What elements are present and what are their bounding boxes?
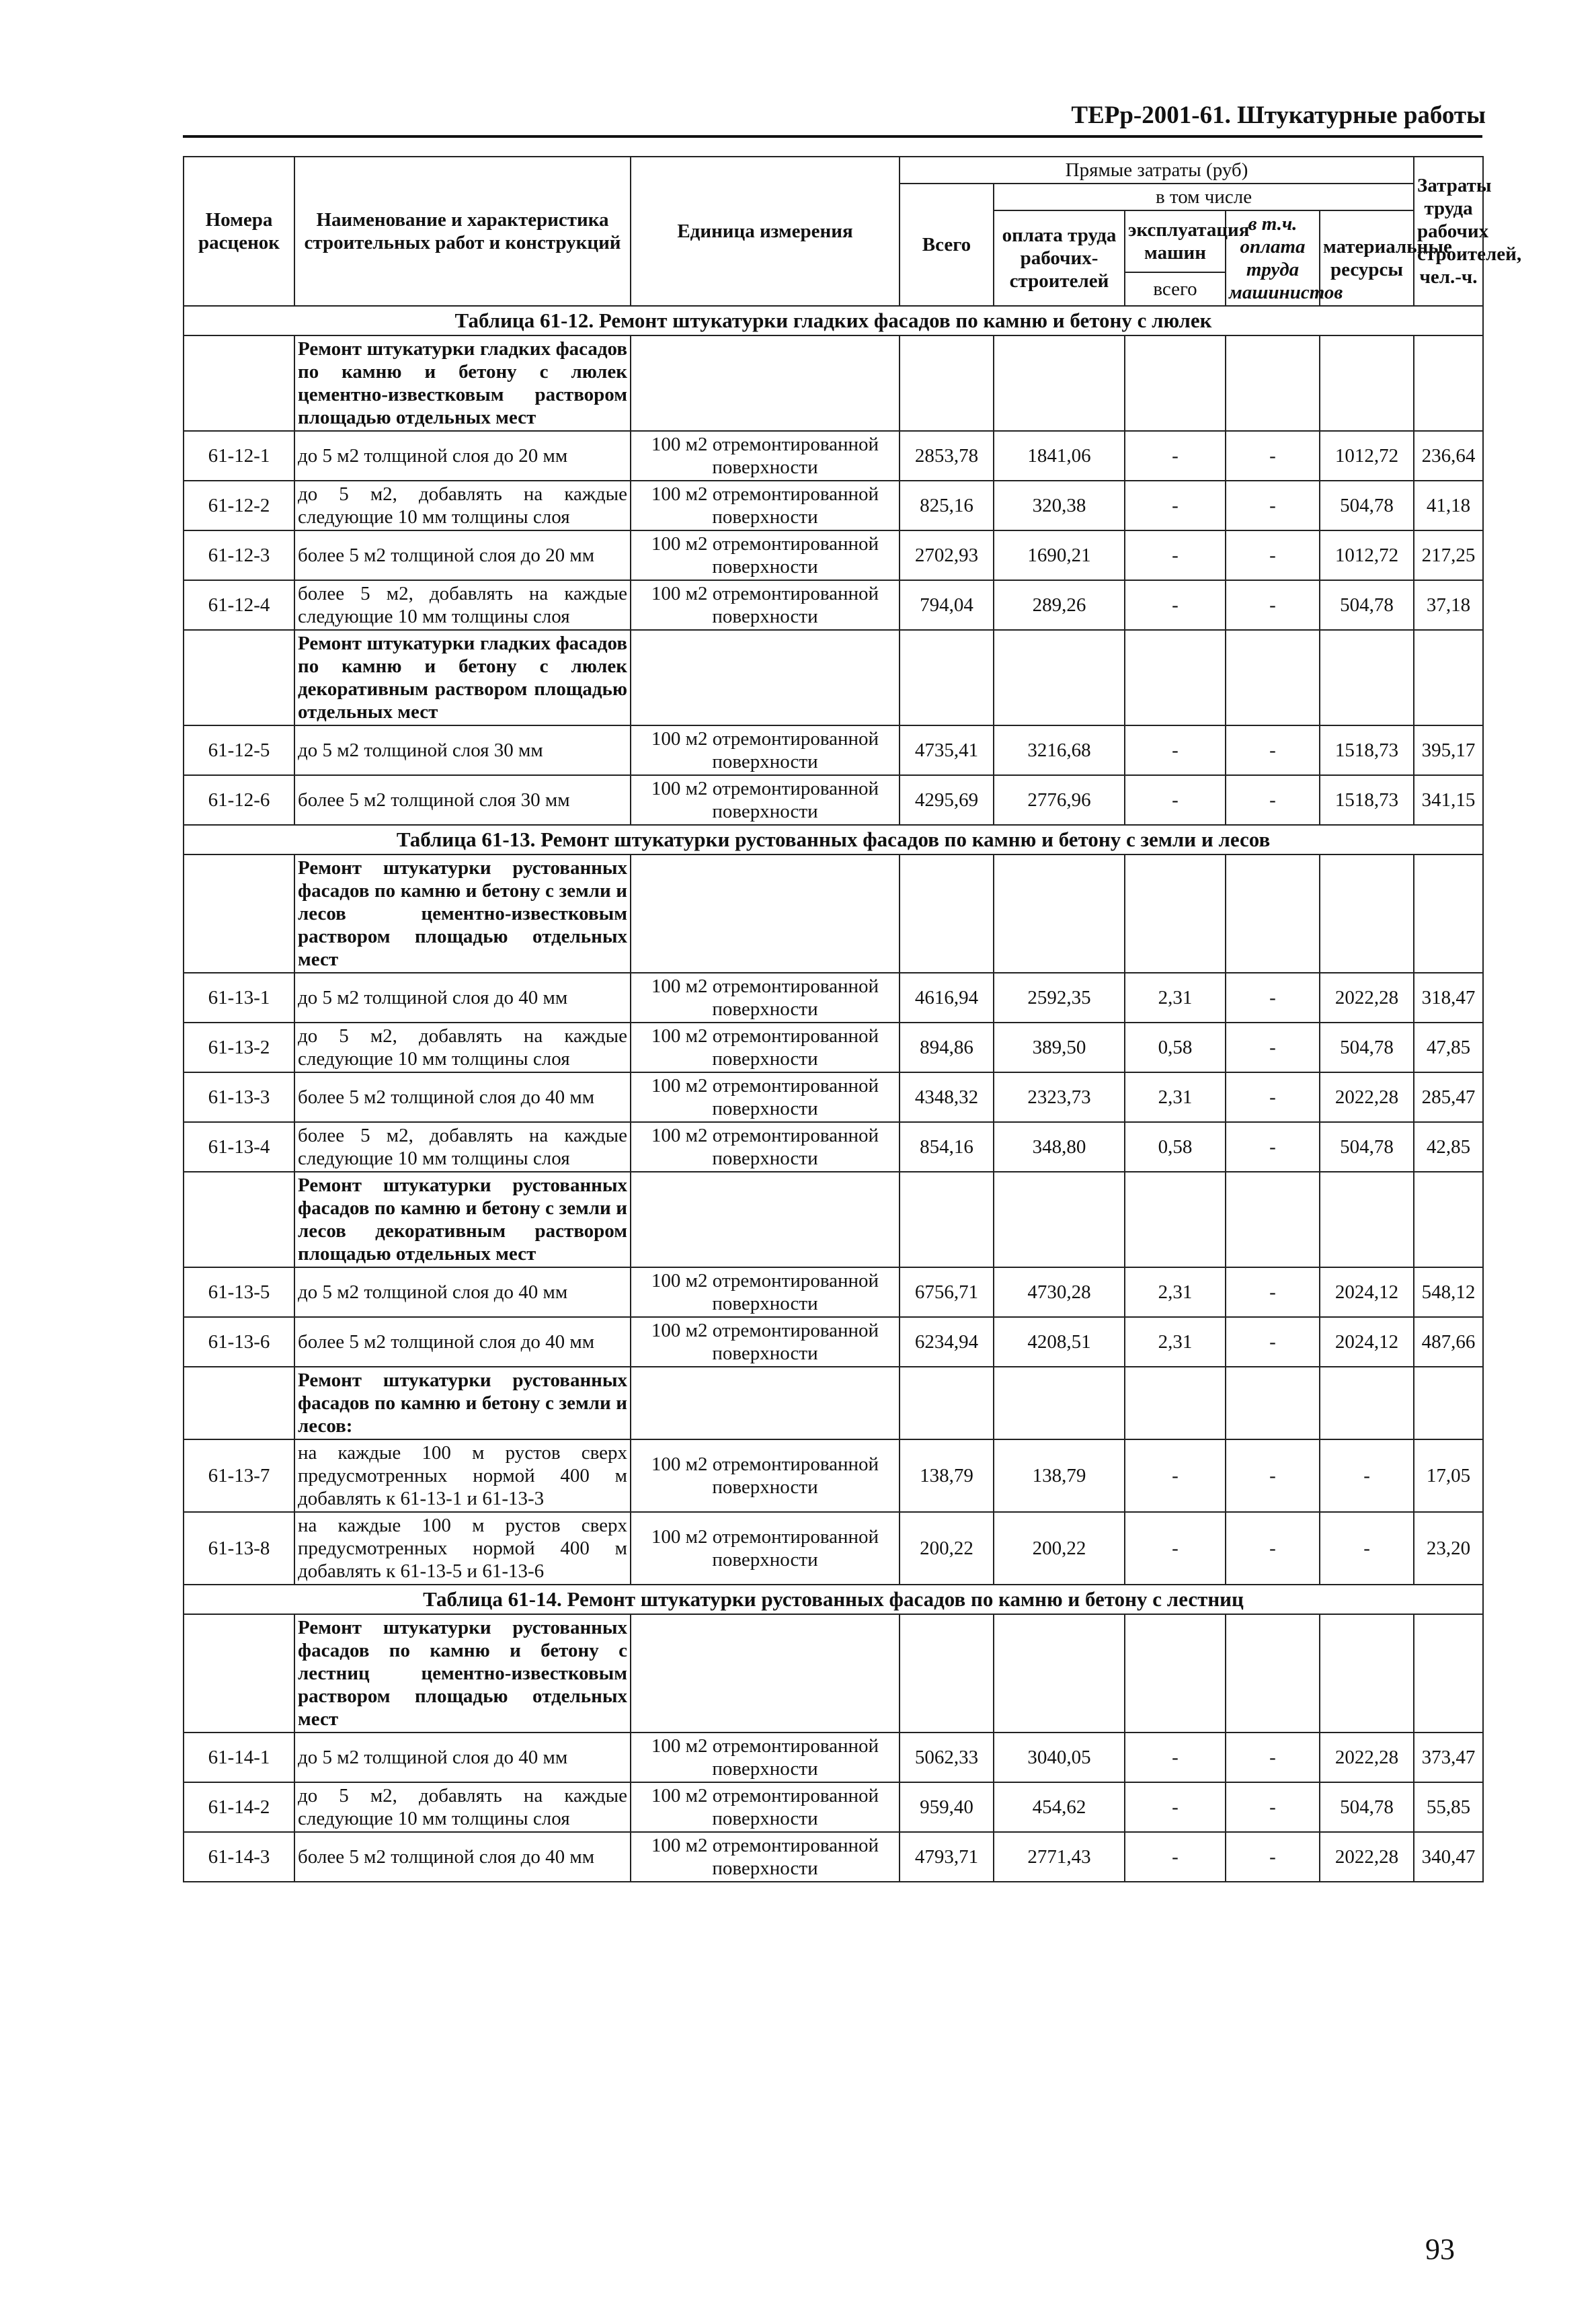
- empty-cell: [1226, 335, 1320, 431]
- rate-materials: 504,78: [1320, 580, 1414, 630]
- rate-code: 61-13-5: [184, 1267, 294, 1317]
- empty-cell: [1414, 630, 1483, 725]
- rate-unit: 100 м2 отремонтированной поверхности: [631, 1439, 900, 1512]
- empty-cell: [631, 630, 900, 725]
- rate-unit: 100 м2 отремонтированной поверхности: [631, 1733, 900, 1782]
- group-heading-row: [184, 335, 1483, 431]
- rate-total: 6234,94: [900, 1317, 994, 1367]
- empty-cell: [1125, 1367, 1226, 1439]
- section-title: Таблица 61-14. Ремонт штукатурки рустованных фасадов по камню и бетону с лестниц: [184, 1585, 1483, 1614]
- col-including-header: в том числе: [994, 184, 1414, 210]
- rate-labor: 47,85: [1414, 1023, 1483, 1072]
- group-heading-row: [184, 1172, 1483, 1267]
- rate-name: более 5 м2, добавлять на каждые следующие 10 мм толщины слоя: [294, 1122, 631, 1172]
- empty-cell: [1226, 1614, 1320, 1733]
- rate-name: более 5 м2 толщиной слоя до 40 мм: [294, 1832, 631, 1882]
- table-row: [184, 1782, 1483, 1832]
- rate-name: до 5 м2, добавлять на каждые следующие 10 мм толщины слоя: [294, 1023, 631, 1072]
- rate-unit: 100 м2 отремонтированной поверхности: [631, 725, 900, 775]
- rate-name: до 5 м2 толщиной слоя до 40 мм: [294, 1267, 631, 1317]
- table-row: [184, 1023, 1483, 1072]
- empty-cell: [631, 335, 900, 431]
- rate-machinists: -: [1226, 1023, 1320, 1072]
- rate-total: 894,86: [900, 1023, 994, 1072]
- empty-cell: [1320, 1367, 1414, 1439]
- rate-total: 200,22: [900, 1512, 994, 1585]
- rate-unit: 100 м2 отремонтированной поверхности: [631, 973, 900, 1023]
- rate-wages: 1841,06: [994, 431, 1125, 481]
- empty-cell: [1414, 335, 1483, 431]
- group-heading: Ремонт штукатурки рустованных фасадов по камню и бетону с лестниц цементно-известковым раствором площадью отдельных мест: [294, 1614, 631, 1733]
- table-body: [184, 306, 1483, 1882]
- group-code-empty: [184, 1614, 294, 1733]
- rate-name: до 5 м2 толщиной слоя 30 мм: [294, 725, 631, 775]
- group-heading: Ремонт штукатурки гладких фасадов по камню и бетону с люлек цементно-известковым раствором площадью отдельных мест: [294, 335, 631, 431]
- rate-code: 61-12-1: [184, 431, 294, 481]
- rate-total: 6756,71: [900, 1267, 994, 1317]
- rate-machinists: -: [1226, 481, 1320, 530]
- empty-cell: [1320, 1172, 1414, 1267]
- rate-labor: 487,66: [1414, 1317, 1483, 1367]
- rate-labor: 55,85: [1414, 1782, 1483, 1832]
- empty-cell: [900, 1172, 994, 1267]
- table-row: [184, 1832, 1483, 1882]
- empty-cell: [1414, 1172, 1483, 1267]
- table-row: [184, 725, 1483, 775]
- group-heading-row: [184, 1367, 1483, 1439]
- rate-machinists: -: [1226, 1439, 1320, 1512]
- rate-materials: -: [1320, 1439, 1414, 1512]
- group-heading-row: [184, 854, 1483, 973]
- empty-cell: [1320, 335, 1414, 431]
- empty-cell: [900, 1367, 994, 1439]
- rate-wages: 1690,21: [994, 530, 1125, 580]
- rate-machines: -: [1125, 1782, 1226, 1832]
- section-title-row: [184, 306, 1483, 335]
- rate-materials: 2024,12: [1320, 1317, 1414, 1367]
- rate-materials: 1012,72: [1320, 431, 1414, 481]
- rate-machines: 0,58: [1125, 1122, 1226, 1172]
- col-total-header: Всего: [900, 184, 994, 306]
- rate-labor: 42,85: [1414, 1122, 1483, 1172]
- rate-code: 61-14-3: [184, 1832, 294, 1882]
- rate-labor: 395,17: [1414, 725, 1483, 775]
- rate-code: 61-12-3: [184, 530, 294, 580]
- rate-total: 794,04: [900, 580, 994, 630]
- rate-total: 4348,32: [900, 1072, 994, 1122]
- rate-machines: -: [1125, 1832, 1226, 1882]
- table-head: [184, 157, 1522, 306]
- empty-cell: [1320, 854, 1414, 973]
- empty-cell: [994, 335, 1125, 431]
- rate-unit: 100 м2 отремонтированной поверхности: [631, 1317, 900, 1367]
- empty-cell: [994, 1172, 1125, 1267]
- rate-machinists: -: [1226, 1122, 1320, 1172]
- rate-wages: 454,62: [994, 1782, 1125, 1832]
- rate-code: 61-13-7: [184, 1439, 294, 1512]
- rate-machines: 2,31: [1125, 973, 1226, 1023]
- rate-machinists: -: [1226, 580, 1320, 630]
- empty-cell: [1320, 1614, 1414, 1733]
- group-heading: Ремонт штукатурки рустованных фасадов по камню и бетону с земли и лесов:: [294, 1367, 631, 1439]
- rate-machinists: -: [1226, 530, 1320, 580]
- col-direct-costs-header: Прямые затраты (руб): [900, 157, 1414, 184]
- rate-labor: 236,64: [1414, 431, 1483, 481]
- empty-cell: [1125, 1172, 1226, 1267]
- col-machines-total-header: всего: [1125, 272, 1226, 306]
- empty-cell: [631, 1614, 900, 1733]
- rate-name: более 5 м2 толщиной слоя до 40 мм: [294, 1317, 631, 1367]
- rate-machinists: -: [1226, 431, 1320, 481]
- rate-total: 825,16: [900, 481, 994, 530]
- group-code-empty: [184, 854, 294, 973]
- rate-labor: 17,05: [1414, 1439, 1483, 1512]
- rate-code: 61-13-4: [184, 1122, 294, 1172]
- rate-wages: 3040,05: [994, 1733, 1125, 1782]
- rate-labor: 341,15: [1414, 775, 1483, 825]
- col-labor-header: Затраты труда рабочих строителей, чел.-ч.: [1414, 157, 1483, 306]
- section-title-row: [184, 1585, 1483, 1614]
- rate-unit: 100 м2 отремонтированной поверхности: [631, 580, 900, 630]
- rate-unit: 100 м2 отремонтированной поверхности: [631, 775, 900, 825]
- rate-materials: 504,78: [1320, 1023, 1414, 1072]
- table-row: [184, 973, 1483, 1023]
- rate-unit: 100 м2 отремонтированной поверхности: [631, 431, 900, 481]
- rate-code: 61-13-3: [184, 1072, 294, 1122]
- rate-wages: 200,22: [994, 1512, 1125, 1585]
- rate-code: 61-12-4: [184, 580, 294, 630]
- rate-machines: -: [1125, 1439, 1226, 1512]
- rate-code: 61-14-1: [184, 1733, 294, 1782]
- rate-total: 138,79: [900, 1439, 994, 1512]
- empty-cell: [1414, 1614, 1483, 1733]
- empty-cell: [1125, 630, 1226, 725]
- rate-machines: -: [1125, 580, 1226, 630]
- empty-cell: [1320, 630, 1414, 725]
- col-code-header: Номера расценок: [184, 157, 294, 306]
- rate-total: 4735,41: [900, 725, 994, 775]
- section-title: Таблица 61-12. Ремонт штукатурки гладких фасадов по камню и бетону с люлек: [184, 306, 1483, 335]
- rate-name: более 5 м2, добавлять на каждые следующие 10 мм толщины слоя: [294, 580, 631, 630]
- rate-machines: 0,58: [1125, 1023, 1226, 1072]
- rate-total: 4295,69: [900, 775, 994, 825]
- rate-machinists: -: [1226, 1267, 1320, 1317]
- rate-wages: 348,80: [994, 1122, 1125, 1172]
- rate-materials: 2022,28: [1320, 973, 1414, 1023]
- rate-code: 61-12-2: [184, 481, 294, 530]
- rate-wages: 138,79: [994, 1439, 1125, 1512]
- rate-unit: 100 м2 отремонтированной поверхности: [631, 1782, 900, 1832]
- rate-materials: 1518,73: [1320, 775, 1414, 825]
- rate-total: 4616,94: [900, 973, 994, 1023]
- rate-labor: 373,47: [1414, 1733, 1483, 1782]
- rate-machines: -: [1125, 1512, 1226, 1585]
- rate-code: 61-12-6: [184, 775, 294, 825]
- rate-wages: 289,26: [994, 580, 1125, 630]
- group-code-empty: [184, 1367, 294, 1439]
- rate-unit: 100 м2 отремонтированной поверхности: [631, 1512, 900, 1585]
- table-row: [184, 1317, 1483, 1367]
- rate-name: до 5 м2 толщиной слоя до 40 мм: [294, 973, 631, 1023]
- empty-cell: [631, 854, 900, 973]
- rate-machines: -: [1125, 725, 1226, 775]
- empty-cell: [1226, 1172, 1320, 1267]
- rate-materials: -: [1320, 1512, 1414, 1585]
- rate-machines: -: [1125, 431, 1226, 481]
- rate-wages: 2771,43: [994, 1832, 1125, 1882]
- rate-wages: 4730,28: [994, 1267, 1125, 1317]
- rate-name: до 5 м2, добавлять на каждые следующие 10 мм толщины слоя: [294, 481, 631, 530]
- empty-cell: [900, 630, 994, 725]
- rate-machines: 2,31: [1125, 1072, 1226, 1122]
- empty-cell: [1125, 335, 1226, 431]
- rate-unit: 100 м2 отремонтированной поверхности: [631, 1832, 900, 1882]
- col-machines-header: эксплуатация машин: [1125, 210, 1226, 272]
- section-title-row: [184, 825, 1483, 854]
- header-rule: [183, 135, 1482, 138]
- rate-materials: 1518,73: [1320, 725, 1414, 775]
- rate-labor: 340,47: [1414, 1832, 1483, 1882]
- col-wages-header: оплата труда рабочих-строителей: [994, 210, 1125, 306]
- table-row: [184, 1072, 1483, 1122]
- table-row: [184, 1122, 1483, 1172]
- rate-machinists: -: [1226, 973, 1320, 1023]
- table-row: [184, 1512, 1483, 1585]
- rate-machines: -: [1125, 481, 1226, 530]
- rate-unit: 100 м2 отремонтированной поверхности: [631, 1267, 900, 1317]
- rate-name: до 5 м2 толщиной слоя до 20 мм: [294, 431, 631, 481]
- rate-code: 61-13-8: [184, 1512, 294, 1585]
- rate-wages: 2323,73: [994, 1072, 1125, 1122]
- rate-total: 5062,33: [900, 1733, 994, 1782]
- rate-materials: 2022,28: [1320, 1832, 1414, 1882]
- empty-cell: [1226, 630, 1320, 725]
- empty-cell: [900, 854, 994, 973]
- table-row: [184, 1439, 1483, 1512]
- rate-labor: 217,25: [1414, 530, 1483, 580]
- group-code-empty: [184, 335, 294, 431]
- table-row: [184, 1733, 1483, 1782]
- rate-unit: 100 м2 отремонтированной поверхности: [631, 530, 900, 580]
- empty-cell: [1125, 854, 1226, 973]
- rates-table: [183, 156, 1522, 1882]
- empty-cell: [994, 1367, 1125, 1439]
- rate-materials: 504,78: [1320, 481, 1414, 530]
- table-row: [184, 530, 1483, 580]
- rate-materials: 2022,28: [1320, 1072, 1414, 1122]
- rate-machinists: -: [1226, 1317, 1320, 1367]
- page-number: 93: [1425, 2233, 1455, 2266]
- empty-cell: [994, 854, 1125, 973]
- table-row: [184, 775, 1483, 825]
- group-heading: Ремонт штукатурки гладких фасадов по камню и бетону с люлек декоративным раствором площадью отдельных мест: [294, 630, 631, 725]
- rate-total: 959,40: [900, 1782, 994, 1832]
- rate-wages: 2592,35: [994, 973, 1125, 1023]
- rate-materials: 1012,72: [1320, 530, 1414, 580]
- rate-machinists: -: [1226, 1512, 1320, 1585]
- rate-machinists: -: [1226, 1072, 1320, 1122]
- rate-machinists: -: [1226, 1832, 1320, 1882]
- empty-cell: [1414, 854, 1483, 973]
- empty-cell: [1125, 1614, 1226, 1733]
- rate-wages: 389,50: [994, 1023, 1125, 1072]
- rate-wages: 2776,96: [994, 775, 1125, 825]
- rate-code: 61-14-2: [184, 1782, 294, 1832]
- rate-machinists: -: [1226, 725, 1320, 775]
- rate-total: 854,16: [900, 1122, 994, 1172]
- rate-wages: 4208,51: [994, 1317, 1125, 1367]
- rate-machines: 2,31: [1125, 1267, 1226, 1317]
- rate-machines: -: [1125, 775, 1226, 825]
- rate-name: более 5 м2 толщиной слоя до 40 мм: [294, 1072, 631, 1122]
- col-name-header: Наименование и характеристика строительных работ и конструкций: [294, 157, 631, 306]
- rate-labor: 548,12: [1414, 1267, 1483, 1317]
- rate-name: на каждые 100 м рустов сверх предусмотренных нормой 400 м добавлять к 61-13-1 и 61-13-3: [294, 1439, 631, 1512]
- rate-labor: 285,47: [1414, 1072, 1483, 1122]
- rate-machines: -: [1125, 1733, 1226, 1782]
- rate-machinists: -: [1226, 775, 1320, 825]
- rate-wages: 3216,68: [994, 725, 1125, 775]
- rate-code: 61-13-6: [184, 1317, 294, 1367]
- rate-name: до 5 м2 толщиной слоя до 40 мм: [294, 1733, 631, 1782]
- rate-name: на каждые 100 м рустов сверх предусмотренных нормой 400 м добавлять к 61-13-5 и 61-13-6: [294, 1512, 631, 1585]
- empty-cell: [631, 1367, 900, 1439]
- rate-code: 61-13-1: [184, 973, 294, 1023]
- empty-cell: [631, 1172, 900, 1267]
- rate-unit: 100 м2 отремонтированной поверхности: [631, 1072, 900, 1122]
- rate-unit: 100 м2 отремонтированной поверхности: [631, 481, 900, 530]
- rate-unit: 100 м2 отремонтированной поверхности: [631, 1023, 900, 1072]
- group-heading: Ремонт штукатурки рустованных фасадов по камню и бетону с земли и лесов цементно-известковым раствором площадью отдельных мест: [294, 854, 631, 973]
- empty-cell: [900, 1614, 994, 1733]
- rate-labor: 23,20: [1414, 1512, 1483, 1585]
- rate-materials: 504,78: [1320, 1122, 1414, 1172]
- empty-cell: [994, 1614, 1125, 1733]
- rate-materials: 2022,28: [1320, 1733, 1414, 1782]
- rate-machinists: -: [1226, 1733, 1320, 1782]
- empty-cell: [900, 335, 994, 431]
- empty-cell: [1414, 1367, 1483, 1439]
- empty-cell: [994, 630, 1125, 725]
- rate-machines: -: [1125, 530, 1226, 580]
- table-row: [184, 1267, 1483, 1317]
- empty-cell: [1226, 854, 1320, 973]
- empty-cell: [1226, 1367, 1320, 1439]
- rate-labor: 37,18: [1414, 580, 1483, 630]
- rate-materials: 2024,12: [1320, 1267, 1414, 1317]
- group-code-empty: [184, 630, 294, 725]
- col-unit-header: Единица измерения: [631, 157, 900, 306]
- rate-name: более 5 м2 толщиной слоя до 20 мм: [294, 530, 631, 580]
- group-heading-row: [184, 1614, 1483, 1733]
- rate-name: до 5 м2, добавлять на каждые следующие 10 мм толщины слоя: [294, 1782, 631, 1832]
- rate-code: 61-12-5: [184, 725, 294, 775]
- rate-wages: 320,38: [994, 481, 1125, 530]
- rate-total: 2702,93: [900, 530, 994, 580]
- rate-total: 2853,78: [900, 431, 994, 481]
- rate-name: более 5 м2 толщиной слоя 30 мм: [294, 775, 631, 825]
- group-heading: Ремонт штукатурки рустованных фасадов по камню и бетону с земли и лесов декоративным раствором площадью отдельных мест: [294, 1172, 631, 1267]
- col-materials-header: материальные ресурсы: [1320, 210, 1414, 306]
- table-row: [184, 431, 1483, 481]
- group-heading-row: [184, 630, 1483, 725]
- table-row: [184, 481, 1483, 530]
- rate-materials: 504,78: [1320, 1782, 1414, 1832]
- table-row: [184, 580, 1483, 630]
- rate-labor: 318,47: [1414, 973, 1483, 1023]
- rate-labor: 41,18: [1414, 481, 1483, 530]
- section-title: Таблица 61-13. Ремонт штукатурки рустованных фасадов по камню и бетону с земли и лесов: [184, 825, 1483, 854]
- rate-total: 4793,71: [900, 1832, 994, 1882]
- rate-code: 61-13-2: [184, 1023, 294, 1072]
- running-header: ТЕРр-2001-61. Штукатурные работы: [1071, 102, 1486, 129]
- col-machinists-header: в т.ч. оплата труда машинистов: [1226, 210, 1320, 306]
- rate-machinists: -: [1226, 1782, 1320, 1832]
- group-code-empty: [184, 1172, 294, 1267]
- rate-machines: 2,31: [1125, 1317, 1226, 1367]
- rate-unit: 100 м2 отремонтированной поверхности: [631, 1122, 900, 1172]
